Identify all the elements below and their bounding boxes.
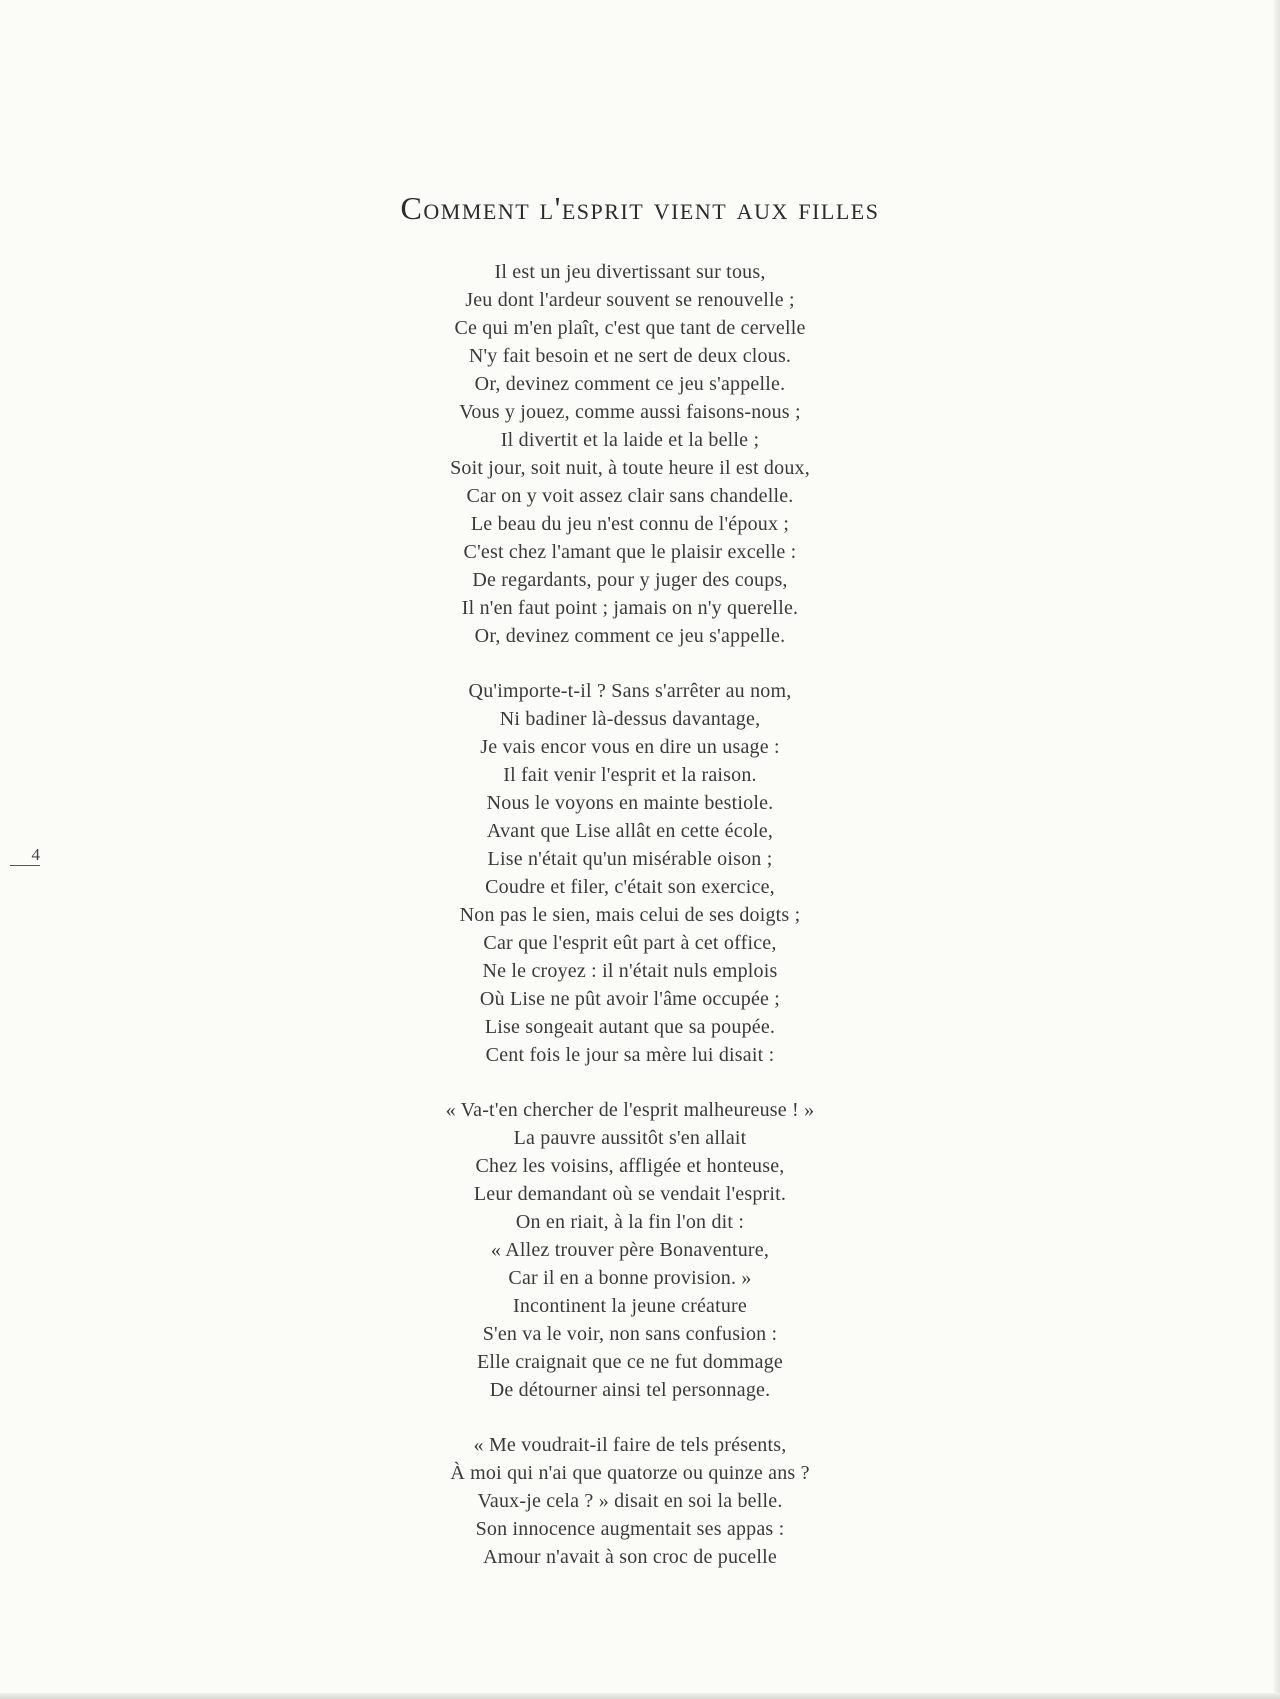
poem-line: Il divertit et la laide et la belle ; xyxy=(500,429,760,451)
poem-line: Leur demandant où se vendait l'esprit. xyxy=(473,1183,787,1205)
poem-line: Lise songeait autant que sa poupée. xyxy=(484,1016,776,1038)
poem-line: Je vais encor vous en dire un usage : xyxy=(480,736,780,758)
poem-line: Elle craignait que ce ne fut dommage xyxy=(477,1351,783,1373)
poem-line: Le beau du jeu n'est connu de l'époux ; xyxy=(470,513,790,535)
page-edge-bottom xyxy=(0,1693,1280,1699)
page-title: Comment l'esprit vient aux filles xyxy=(400,190,880,226)
poem-line: Coudre et filer, c'était son exercice, xyxy=(485,876,775,898)
poem-line: Il n'en faut point ; jamais on n'y querelle. xyxy=(461,597,799,619)
poem-line: C'est chez l'amant que le plaisir excelle : xyxy=(463,541,797,563)
poem-line: « Va-t'en chercher de l'esprit malheureuse ! » xyxy=(445,1099,815,1121)
poem-line: Chez les voisins, affligée et honteuse, xyxy=(475,1155,785,1177)
poem-line: Amour n'avait à son croc de pucelle xyxy=(483,1546,777,1568)
poem-line: Où Lise ne pût avoir l'âme occupée ; xyxy=(479,988,781,1010)
poem-line: De détourner ainsi tel personnage. xyxy=(489,1379,771,1401)
poem-line: Ce qui m'en plaît, c'est que tant de cervelle xyxy=(454,317,806,339)
poem-line: Ni badiner là-dessus davantage, xyxy=(499,708,761,730)
poem-line: Car on y voit assez clair sans chandelle. xyxy=(466,485,794,507)
poem-line: Car il en a bonne provision. » xyxy=(508,1267,752,1289)
poem-line: S'en va le voir, non sans confusion : xyxy=(482,1323,778,1345)
poem-line: Nous le voyons en mainte bestiole. xyxy=(486,792,774,814)
poem-line: Ne le croyez : il n'était nuls emplois xyxy=(482,960,778,982)
page-number: 4 xyxy=(10,846,40,866)
poem-line: Il fait venir l'esprit et la raison. xyxy=(503,764,757,786)
poem-line: Son innocence augmentait ses appas : xyxy=(475,1518,785,1540)
poem-line: Soit jour, soit nuit, à toute heure il est doux, xyxy=(450,457,810,479)
poem-line: « Allez trouver père Bonaventure, xyxy=(490,1239,770,1261)
stanza xyxy=(380,677,880,1069)
poem-line: Non pas le sien, mais celui de ses doigts ; xyxy=(459,904,801,926)
poem-line: Vous y jouez, comme aussi faisons-nous ; xyxy=(459,401,801,423)
poem-line: De regardants, pour y juger des coups, xyxy=(472,569,788,591)
poem-line: Qu'importe-t-il ? Sans s'arrêter au nom, xyxy=(468,680,792,702)
poem-line: On en riait, à la fin l'on dit : xyxy=(515,1211,745,1233)
poem-text xyxy=(380,258,880,1571)
poem-line: Jeu dont l'ardeur souvent se renouvelle ; xyxy=(465,289,795,311)
stanza xyxy=(380,1431,880,1571)
poem-line: N'y fait besoin et ne sert de deux clous. xyxy=(468,345,792,367)
poem-line: Avant que Lise allât en cette école, xyxy=(486,820,774,842)
poem-line: Lise n'était qu'un misérable oison ; xyxy=(487,848,773,870)
page-edge-right xyxy=(1274,0,1280,1699)
poem-line: Or, devinez comment ce jeu s'appelle. xyxy=(474,625,786,647)
poem-line: Or, devinez comment ce jeu s'appelle. xyxy=(474,373,786,395)
poem-line: Cent fois le jour sa mère lui disait : xyxy=(485,1044,775,1066)
stanza xyxy=(380,258,880,650)
poem-line: La pauvre aussitôt s'en allait xyxy=(513,1127,747,1149)
stanza xyxy=(380,1096,880,1404)
poem-line: Car que l'esprit eût part à cet office, xyxy=(483,932,777,954)
poem-line: Vaux-je cela ? » disait en soi la belle. xyxy=(477,1490,783,1512)
poem-line: « Me voudrait-il faire de tels présents, xyxy=(473,1434,787,1456)
poem-line: À moi qui n'ai que quatorze ou quinze ans ? xyxy=(450,1462,810,1484)
poem-line: Il est un jeu divertissant sur tous, xyxy=(494,261,766,283)
poem-line: Incontinent la jeune créature xyxy=(512,1295,747,1317)
